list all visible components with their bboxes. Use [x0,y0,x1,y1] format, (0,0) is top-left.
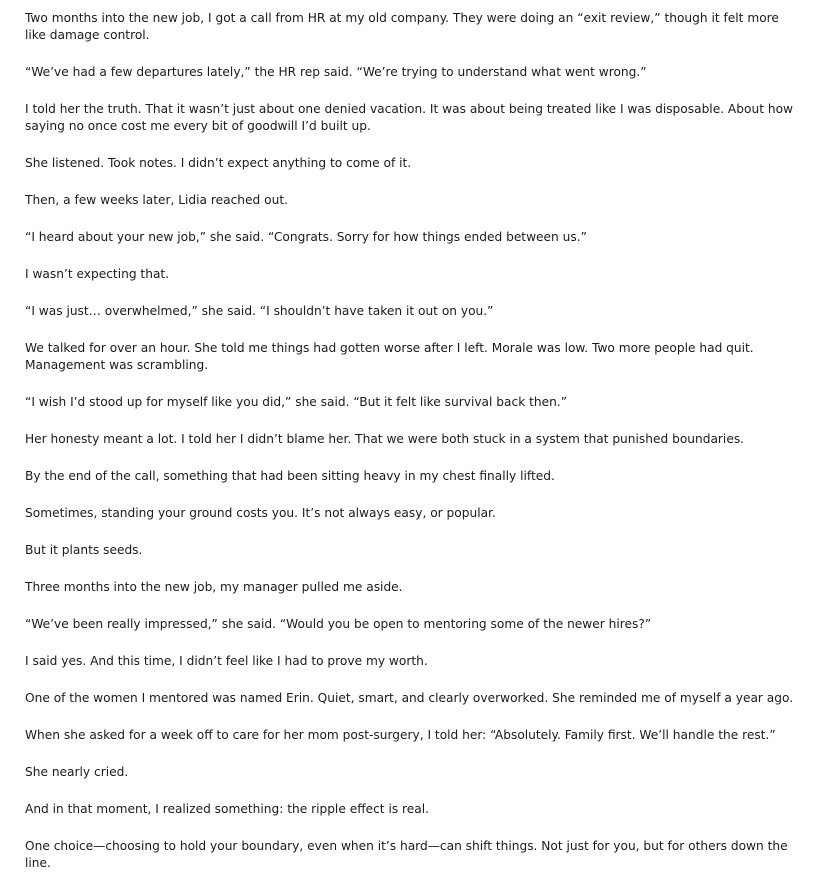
paragraph: One of the women I mentored was named Erin. Quiet, smart, and clearly overworked. She reminded me of myself a year ago. [25,691,794,705]
paragraph: She nearly cried. [25,765,129,779]
paragraph: “I wish I’d stood up for myself like you did,” she said. “But it felt like survival back then.” [25,395,568,409]
paragraph: Sometimes, standing your ground costs you. It’s not always easy, or popular. [25,506,496,520]
paragraph: I told her the truth. That it wasn’t just about one denied vacation. It was about being treated like I was disposable. About how saying no once cost me every bit of goodwill I’d built up. [25,102,793,133]
paragraph: “I heard about your new job,” she said. “Congrats. Sorry for how things ended between us.” [25,230,587,244]
paragraph: “I was just… overwhelmed,” she said. “I shouldn’t have taken it out on you.” [25,304,494,318]
paragraph: Three months into the new job, my manager pulled me aside. [25,580,403,594]
paragraph: One choice—choosing to hold your boundary, even when it’s hard—can shift things. Not just for you, but for others down the line. [25,839,788,870]
paragraph: Her honesty meant a lot. I told her I didn’t blame her. That we were both stuck in a system that punished boundaries. [25,432,745,446]
paragraph: I said yes. And this time, I didn’t feel like I had to prove my worth. [25,654,428,668]
paragraph: “We’ve been really impressed,” she said. “Would you be open to mentoring some of the newer hires?” [25,617,652,631]
paragraph: But it plants seeds. [25,543,143,557]
paragraph: And in that moment, I realized something: the ripple effect is real. [25,802,430,816]
paragraph: When she asked for a week off to care for her mom post-surgery, I told her: “Absolutely. Family first. We’ll handle the rest.” [25,728,776,742]
paragraph: Then, a few weeks later, Lidia reached out. [25,193,288,207]
paragraph: Two months into the new job, I got a call from HR at my old company. They were doing an “exit review,” though it felt more like damage control. [25,11,779,42]
paragraph: By the end of the call, something that had been sitting heavy in my chest finally lifted. [25,469,555,483]
paragraph: “We’ve had a few departures lately,” the HR rep said. “We’re trying to understand what went wrong.” [25,65,647,79]
paragraph: I wasn’t expecting that. [25,267,170,281]
paragraph: She listened. Took notes. I didn’t expect anything to come of it. [25,156,412,170]
paragraph: We talked for over an hour. She told me things had gotten worse after I left. Morale was low. Two more people had quit. Management was scrambling. [25,341,754,372]
